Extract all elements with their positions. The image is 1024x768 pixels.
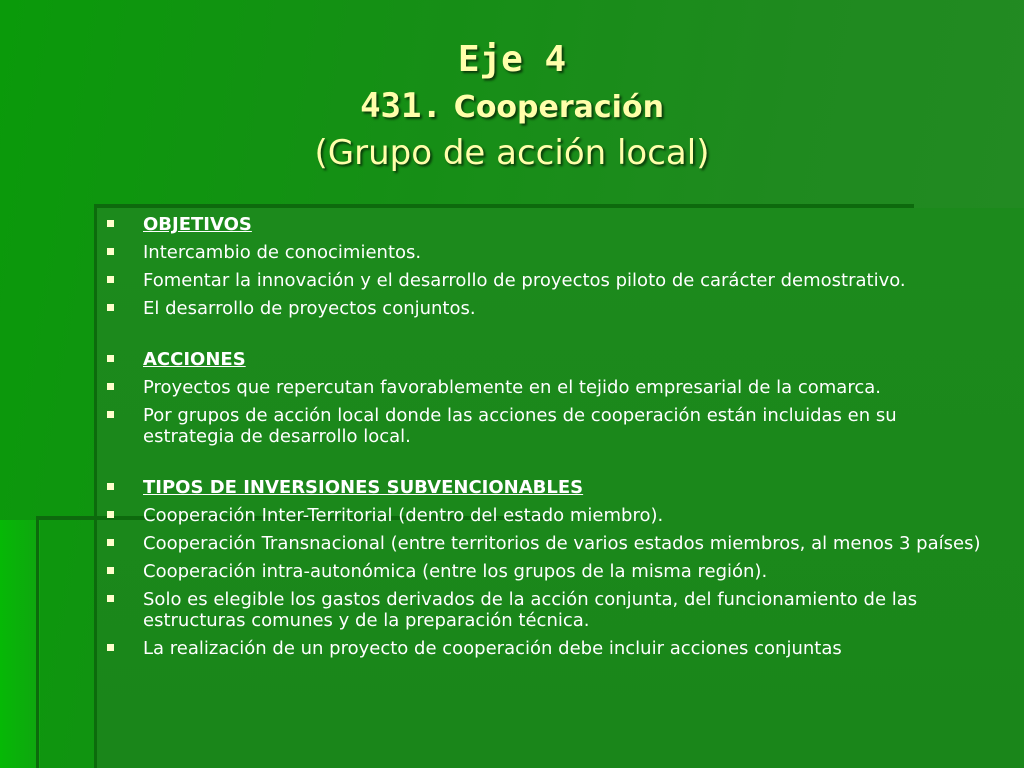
bullet-icon — [107, 511, 114, 518]
list-item-text: Cooperación Transnacional (entre territorios de varios estados miembros, al menos 3 países) — [143, 533, 981, 554]
title-line-3: (Grupo de acción local) — [314, 133, 710, 173]
group-heading: OBJETIVOS — [143, 214, 252, 235]
bullet-icon — [107, 220, 114, 227]
decorative-vertical-line — [94, 204, 97, 768]
title-line-1: Eje 4 — [457, 39, 567, 80]
decorative-vertical-line-2 — [36, 516, 39, 768]
decorative-left-block — [0, 520, 40, 768]
list-item — [105, 377, 985, 398]
list-item-text: El desarrollo de proyectos conjuntos. — [143, 298, 476, 319]
bullet-icon — [107, 304, 114, 311]
list-item-text: Cooperación Inter-Territorial (dentro del estado miembro). — [143, 505, 664, 526]
decorative-top-bar — [96, 204, 914, 208]
slide-body — [105, 214, 985, 689]
list-item-text: Fomentar la innovación y el desarrollo de proyectos piloto de carácter demostrativo. — [143, 270, 906, 291]
bullet-icon — [107, 248, 114, 255]
list-item — [105, 298, 985, 319]
bullet-icon — [107, 567, 114, 574]
list-item-text: La realización de un proyecto de cooperación debe incluir acciones conjuntas — [143, 638, 842, 659]
list-item — [105, 561, 985, 582]
bullet-icon — [107, 383, 114, 390]
group-objetivos — [105, 214, 985, 319]
group-heading: ACCIONES — [143, 349, 246, 370]
list-item — [105, 242, 985, 263]
list-item — [105, 533, 985, 554]
bullet-icon — [107, 539, 114, 546]
group-tipos-inversiones — [105, 477, 985, 659]
bullet-icon — [107, 411, 114, 418]
list-item-text: Proyectos que repercutan favorablemente en el tejido empresarial de la comarca. — [143, 377, 881, 398]
list-item-text: Cooperación intra-autonómica (entre los grupos de la misma región). — [143, 561, 768, 582]
title-word: Cooperación — [453, 90, 664, 125]
list-item — [105, 589, 985, 631]
list-item — [105, 349, 985, 370]
list-item-text: Por grupos de acción local donde las acciones de cooperación están incluidas en su estrategia de desarrollo local. — [143, 405, 897, 447]
list-item — [105, 477, 985, 498]
list-item — [105, 214, 985, 235]
bullet-icon — [107, 483, 114, 490]
list-item — [105, 638, 985, 659]
bullet-icon — [107, 276, 114, 283]
bullet-icon — [107, 644, 114, 651]
list-item — [105, 505, 985, 526]
list-item — [105, 405, 985, 447]
list-item — [105, 270, 985, 291]
title-number: 431. — [360, 86, 442, 126]
group-heading: TIPOS DE INVERSIONES SUBVENCIONABLES — [143, 477, 584, 498]
list-item-text: Intercambio de conocimientos. — [143, 242, 422, 263]
bullet-icon — [107, 355, 114, 362]
list-item-text: Solo es elegible los gastos derivados de la acción conjunta, del funcionamiento de las estructuras comunes y de la preparación técnica. — [143, 589, 918, 631]
slide-title — [0, 38, 1024, 174]
bullet-icon — [107, 595, 114, 602]
group-acciones — [105, 349, 985, 447]
title-line-2 — [0, 82, 1024, 132]
